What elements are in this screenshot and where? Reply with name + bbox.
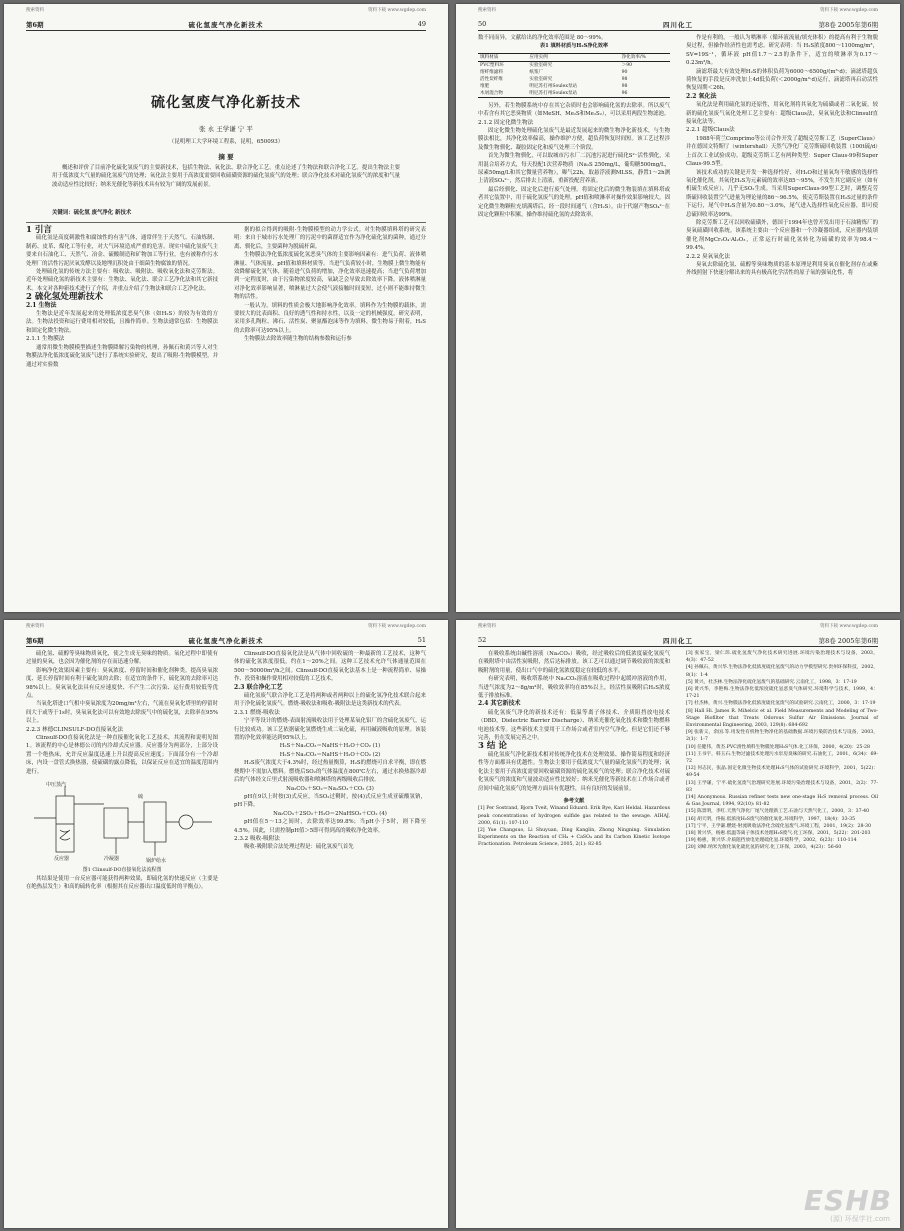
paragraph: 宁平等设计的燃烧-表面射流吸收法用于处理某氧化铝厂的含硫化氢废气，运行比较成功。该工艺依据硫化氢燃烧生成二氧化硫，再用碱液吸收的原理。该装置的净化效率能达到95%以上。: [234, 718, 426, 742]
equation: H₂S＋Na₂CO₃＝NaHS＋H₂O＋CO₂ (1): [279, 743, 381, 750]
issue-label: 第6期: [26, 637, 44, 645]
reference-item: [7] 杜杰林，黄兴.生物膜法净化低浓度硫化氢废气的试验研究.云南化工，2000，3：17-19: [686, 701, 876, 707]
table-row: 木屑混合物 明尼苏打州Soulex泵站 96: [478, 90, 670, 98]
column-right: [234, 650, 426, 852]
section-heading: 2 硫化氢处理新技术: [26, 292, 103, 303]
paragraph: 影响净化效果因素主要有：臭氧浓度、停留时间和催化剂种类。提高臭氧浓度、延长停留时间有利于硫化氢的去除；在适宜的条件下，硫化氢的去除率可达98%以上。臭氧氧化法具有反应速度快、不产生二次污染、运行费用较低等优点。: [26, 667, 218, 700]
paragraph: 生物膜法净化低浓度硫化氢恶臭气体的主要影响因素有：进气负荷、液体喷淋量、气体流量、pH值和填料材质等。当进气负荷较小时，生物膜上微生物能有效降解硫化氢气体，随着进气负荷的增加，净化效率迅速提高；当进气负荷增加到一定程度时，由于污染物浓度较高，氧缺乏会导致去除效率下降。液体喷淋量对净化效率影响显著，喷淋量过大会使气液接触时间变短，过小则不能维持微生物的活性。: [234, 252, 426, 301]
subsubsection-heading: 2.1.2 固定化微生物法: [478, 119, 534, 126]
paragraph: 在吸收系统由碱性溶液（Na₂CO₃）吸收，经过吸收后的低浓度硫化氢废气在吸附塔中由活性炭吸附，然后达标排放。该工艺可以通过调节吸收液的浓度和吸附剂的用量，使出口气中的硫化氢浓度稳定在较低的水平。: [478, 651, 670, 674]
reference-item: [2] Yue Changsuo, Li Shuyuan, Ding Kanglin, Zhong Ningning. Simulation Experiments on the Reaction of CH₄ + CaSO₄ and Its Carbon Kinetic Isotope Fractionation. Petroleum Science, 2005, 2(1): 82-85: [478, 827, 670, 848]
issue-label: 第8卷 2005年第6期: [818, 637, 878, 645]
page-number: 50: [478, 20, 487, 28]
figure-label: 反应器: [54, 856, 70, 863]
paragraph: 通常用微生物膜模型描述生物膜降解污染物的机理，孙佩石和黄兴等人对生物膜法净化低浓度硫化氢废气进行了系统实验研究，提出了吸附-生物膜模型，并通过对实验数: [26, 344, 218, 368]
reference-item: [13] 王学谦，宁平.硫化氢废气治理研究进展.环境污染治理技术与设备，2001，2(2)：77-83: [686, 780, 878, 793]
paragraph: 除克劳斯工艺可以回收硫磺外，德国于1994年也曾开发出用于石油精炼厂的臭氧硫磺回收系统。该系统主要由一个反应器和一个冷凝器组成，反应器内装填催化剂MgCr₂O₄·Al₂O₃，正常运行时硫化氢转化为硫磺的效率为98.4～99.4%。: [686, 219, 878, 252]
page-number: 49: [417, 20, 426, 28]
paragraph: 另外，若生物膜系统中存在其它杂质时也会影响硫化氢的去除率。所以废气中若含有其它恶臭物质（如MeSH、Me₂S和Me₂S₂），可以采用两段生物滤池。: [478, 102, 670, 118]
table-header: 应用实例: [527, 53, 619, 61]
reference-item: [18] 黄兴华，杨惠.低温等离子体技术处理H₂S废气.化工环保，2001，5(22)：201-203: [686, 831, 871, 837]
page-number: 52: [478, 636, 487, 644]
subsubsection-heading: 2.2.1 超级Claus法: [686, 127, 735, 134]
reference-item: [20] 刘峰.纳米光催化氧化硫化氢的研究.化工环保，2003，4(23)：56-60: [686, 845, 842, 851]
table-row: 堆肥 明尼苏打州Soulex泵站 98: [480, 83, 628, 89]
site-header: [456, 620, 900, 631]
reference-item: [11] 王书宇，韩玉石.生物过滤技术处理污水泵房臭味的研究.石油化工，2001，6(34)：69-72: [686, 751, 878, 765]
paragraph: Clinsulf-DO直接氧化法是从气体中回收硫的一种最新的工艺技术，这种气体的硫化氢浓度很低，约在1～20%之间。这种工艺技术允许气体通量范围在500～50000m³/h之间。Clinsulf-DO直接氧化法基本上是一种流程简单、易操作、投资和操作费用相对较低的工艺技术。: [234, 651, 426, 683]
issue-label: 第8卷 2005年第6期: [818, 21, 878, 29]
reference-item: [12] 何志民，张晶.固定化微生物技术处理H₂S气体的试验研究.环境科学，2001，5(22)：49-54: [686, 766, 878, 779]
running-header: [26, 20, 426, 31]
subsection-heading: 2.4 其它新技术: [478, 700, 521, 708]
site-right[interactable]: 资料下载 www.wgdep.com: [368, 8, 426, 13]
figure-caption: 图1 Clinsulf-DO直接氧化法流程图: [82, 867, 162, 874]
reference-item: [16] 胡天明，佟振.低浓度H₂S废气的催化氧化.环境科学，1997，18(4)：33-35: [686, 816, 856, 822]
paragraph: 氧化法是利用硫化氢的还原性，用氧化剂将其氧化为硫磺或者二氧化硫。较新的硫化氢废气氧化处理工艺主要有：超级Claus法，臭氧氧化法和Clinsulf直接氧化法等。: [686, 102, 878, 126]
references-right: [686, 650, 878, 852]
page-51: [4, 620, 448, 1228]
abstract-heading: 摘 要: [218, 153, 234, 161]
column-left: [478, 650, 670, 849]
paragraph: 该技术成功的关键是开发一种选择性好、对H₂O和过量氧均不敏感的选择性氧化催化剂，其氧化H₂S为元素硫的效率达85～95%，不发生其它副反应（如有机硫生成反应），几乎无SO₂生成。当采用SuperClaus-99型工艺时，调整克劳斯硫回收装置空气进量为理论量的86～96.5%，使克劳斯装置在H₂S过量的条件下运行，尾气中H₂S含量为0.80～3.0%，尾气进入选择性氧化反应器，即可使总硫回收率达99%。: [686, 169, 878, 218]
reference-item: [19] 杨惠，黄兴华.介质阻挡放电处理硫化氢.环境科学，2002，6(23)：110-114: [686, 838, 857, 844]
site-left: 搜索资料: [26, 8, 44, 13]
issue-label: 第6期: [26, 21, 44, 29]
paragraph: 硫化氢废气净化新技术相对传统净化技术在处理效果、操作简易程度和经济性等方面都具有优越性。生物法主要用于低浓度大气量的硫化氢废气的处理；氧化法主要用于高浓度需要回收硫磺资源的硫化氢废气的处理；联合净化技术对硫化氢废气的浓度和气量波动适应性比较好；纳米光催化等新技术在工作场合或者房间中硫化氢废气的处理方面具有优越性，具有良好的发展前景。: [478, 751, 670, 792]
paragraph: pH在9以上时按(3)式反应，当SO₂过剩时，按(4)式反应生成亚硫酸氢钠，pH下降。: [234, 793, 426, 809]
reference-item: [14] Anonymous. Russian refiner tests new one-stage H₂S removal process. Oil & Gas Journal, 1994, 92(10): 81-82: [686, 795, 878, 808]
page-49: [4, 4, 448, 612]
separator-shape: [179, 815, 193, 829]
running-header: [478, 20, 878, 31]
watermark-text: (源) 环保学社.com: [830, 1215, 890, 1223]
equation: Na₂CO₃＋2SO₂＋H₂O＝2NaHSO₃＋CO₂ (4): [273, 810, 387, 817]
figure-label: 中压蒸汽: [46, 782, 67, 789]
journal-name: 四川化工: [663, 21, 693, 29]
column-left: [26, 650, 218, 891]
reference-item: [15] 陈景明，李红.天然气净化厂尾气处理新工艺.石油与天然气化工，2000，3：37-40: [686, 809, 870, 815]
reference-item: [17] 宁平，王学谦.燃烧-射流吸收法净化含硫化氢废气.环境工程，2001，19(2)：28-30: [686, 823, 871, 829]
figure-label: 锅炉给水: [146, 858, 167, 865]
reference-item: [8] Hall Hi. James R. Mihelcic et al. Field Measurements and Modeling of Two-Stage Biofilter that Treats Odorous Sulfur Air Emissions. Journal of Environmental Engineering, 2003, 129(8): 684-692: [686, 708, 878, 729]
running-header: [26, 636, 426, 647]
section-heading: 1 引言: [26, 225, 52, 235]
journal-name: 四川化工: [663, 637, 693, 645]
subsubsection-heading: 2.1.1 生物膜法: [26, 336, 65, 343]
paragraph: 滴滤塔最大有效处理H₂S的体积负荷为6000～6500g/(m³·d)；滴滤塔超负荷恢复的手段是反冲洗加上4d低负荷(＜2000g/m³·d)运行，滴滤塔再启动活性恢复周期＜26h。: [686, 68, 878, 92]
reference-item: [5] 黄兴，杜杰林.生物法净化硫化氢废气的基础研究.云南化工，1998，3：17-19: [686, 679, 857, 685]
subsubsection-heading: 2.2.3 林德CLINSULF-DO直接氧化法: [26, 726, 124, 733]
table-1: [478, 53, 670, 98]
paragraph: 其结果是使用一台反应器可能获得两种效果，即硫化氢的快速反应（主要是在绝热层发生）和高的硫转化率（根据其在反应器出口温度低时的平衡点）。: [26, 875, 218, 890]
column-right: [686, 34, 878, 278]
reference-item: [10] 任健伟，黄杰.PVC滑性填料生物膜处理H₂S气体.化工环保，2000，4(20)：25-28: [686, 744, 870, 750]
subsection-heading: 2.3 联合净化工艺: [234, 683, 283, 691]
paragraph: 臭氧去除硫化氢、硫醇等臭味物质的基本原理是利用臭氧在催化剂存在或紫外线照射下快速分解出来的具有极高化学活性的原子氧的强氧化性，将: [686, 261, 878, 277]
paragraph: 数不同而异，文献给出的净化效率范围是 80～99%。: [478, 35, 607, 41]
keywords: 关键词：硫化氢 废气净化 新技术: [52, 210, 132, 216]
site-left: 搜索资料: [26, 624, 44, 629]
authors: 张 永 王学谦 宁 平: [199, 125, 253, 133]
paragraph: 硫化氢是高度刺激性和腐蚀性的有害气体，通常伴生于天然气、石油炼制、制药、皮革、煤化工等行业，对大气环境造成严重的危害。现实中硫化氢废气主要来自石油化工、天然气、冶金、硫酸制造和矿物加工等行业，也有被称作污水处理厂的活性污泥厌氧发酵以及地埋沉积处由于细菌生物腐蚀的情况。: [26, 235, 218, 267]
page-number: 51: [417, 636, 426, 644]
boiler-shape: [144, 802, 166, 842]
subsubsection-heading: 2.3.1 燃烧-吸收法: [234, 709, 280, 716]
site-right[interactable]: 资料下载 www.wgdep.com: [368, 624, 426, 629]
paragraph: 硫化氢废气联合净化工艺是将两种或者两种以上的硫化氢净化技术联合起来用于净化硫化氢废气。燃烧-吸收法和吸收-吸附法是这类新技术的代表。: [234, 693, 426, 708]
paragraph: 生物膜法去除效率随生物的结构参数和运行参: [244, 336, 352, 343]
reference-item: [1] Per Sostrand, Bjorn Tveit, Winand Eduard. Erik Bye, Kari Heldal. Hazardous peak concentrations of hydrogen sulfide gas related to the sewage. AIHAJ, 2000, 61(1): 107-110: [478, 806, 670, 826]
table-header: 填料材质: [478, 53, 527, 61]
condenser-shape: [104, 808, 128, 838]
subsubsection-heading: 2.2.2 臭氧氧化法: [686, 253, 730, 260]
site-header: [4, 4, 448, 15]
table-caption: 表1 填料材质与H₂S净化效率: [539, 43, 609, 50]
running-header: [478, 636, 878, 647]
page-50: [456, 4, 900, 612]
site-header: [456, 4, 900, 15]
references-heading: 参考文献: [563, 797, 585, 804]
paragraph: 首先为微生物驯化，可以取城市污水厂二沉池污泥进行硫化S²⁻活性驯化，采用混合培养方式，每天投配1次营养物质（Na₂S 250mg/L，葡萄糖500mg/L，尿素50mg/L和其它微量营养物），曝气22h，取悬浮液测MLSS，静置1～2h测上清液SO₄²⁻，然后排去上清液，重新投配营养液。: [478, 153, 670, 185]
abstract: [52, 164, 400, 189]
paragraph: 生物法是近年发展起来的处理低浓度恶臭气体（如H₂S）的较为有效的方法。生物法投资和运行费用相对较低，且操作简单。生物法通常包括：生物膜法和固定化微生物法。: [26, 311, 218, 334]
figure-label: 硫: [138, 794, 144, 801]
process-flow-diagram-icon: [26, 778, 218, 864]
paragraph: 据的拟合得到的吸附-生物膜模型的动力学公式。对生物膜填料塔的研究表明：来自于城市污水处理厂的污泥中的菌群适宜作为净化硫化氢的菌种，通过分离、驯化后，主要菌种为脱硫杆菌。: [234, 227, 426, 250]
paragraph: 硫化氢、硫醇等臭味物质氧化，使之生成无臭味的物质。氧化过程中即使有过量的臭氧，也会因为催化剂的存在而迅速分解。: [26, 651, 218, 666]
column-left: [26, 226, 218, 369]
watermark-logo: ESHB: [803, 1184, 892, 1217]
paragraph: 处理硫化氢的传统方法主要有：吸收法、吸附法、吸收氧化法和克劳斯法。近年处理硫化氢的新技术主要有：生物法、氧化法、联合工艺净化法和其它新技术。本文对各种新技术进行了介绍，并重点介绍了生物法和联合工艺净化法。: [26, 269, 218, 292]
article-title: 硫化氢废气净化新技术: [151, 95, 301, 111]
table-row: 熔纤维滤料 纸浆厂 90: [480, 69, 628, 75]
divider: [26, 222, 426, 223]
site-right[interactable]: 资料下载 www.wgdep.com: [820, 8, 878, 13]
running-title: 硫化氢废气净化新技术: [188, 637, 264, 645]
figure-label: 冷凝器: [104, 856, 120, 863]
paragraph: 1988年荷兰Comprimo等公司合作开发了超级克劳斯工艺（SuperClaus）并在德国文特斯厅（wintershall）天然气净化厂克劳斯硫回收装置（100t硫/d）上首次工业试验成功。超级克劳斯工艺有两种类型：Super Claus-99和Super Claus-99.5型。: [686, 135, 878, 168]
page-52: [456, 620, 900, 1228]
paragraph: Clinsulf-DO直接氧化法是一种直接催化氧化工艺技术，其流程和说明见图1。该流程的中心是林德公司的内冷却式反应器。反应器分为两部分，上部分设置一个绝热床，允许反应温度迅速上升以提高反应速度；下面部分有一个冷却床，内设一盘管式换热器，使硫磺的露点降低，以保证反应在适宜的温度范围内进行。: [26, 735, 218, 775]
site-header: [4, 620, 448, 631]
equation: Na₂CO₃＋SO₂＝Na₂SO₃＋CO₂ (3): [286, 785, 374, 792]
figure-1: [26, 778, 218, 864]
paragraph: pH值在5～13之间时，去除效率达99.8%；当pH小于5时，则下降至4.5%。因此，只需控制pH值＞5即可得到高的吸收净化效率。: [234, 819, 426, 834]
reference-item: [3] 张家宝，梁仁玮.硫化氢废气净化技术研究进展.环境污染治理技术与设备，2003，4(3)：47-52: [686, 651, 878, 664]
site-left: 搜索资料: [478, 624, 496, 629]
paragraph: 一般认为，填料的性质会极大地影响净化效率。填料作为生物膜的载体，需要较大的比表面积、良好的透气性和持水性，以及一定的机械强度。研究表明，采用多孔陶粒、沸石、活性炭、聚氨酯泡沫等作为填料，微生物易于附着，H₂S的去除率可达95%以上。: [234, 302, 426, 334]
paragraph: 最后经驯化、固定化后进行废气处理。将固定化后的微生物装填在填料塔或者其它装置中，用于硫化氢废气的处理。pH值和喷淋率对操作效果影响较大。固定化微生物颗粒充填满塔后，经一段时间通气（含H₂S），由于代谢产物SO₄²⁻在固定化颗粒中积累，操作维持硫化氢的去除效率。: [478, 186, 670, 219]
paragraph: 固定化微生物处理硫化氢废气是最近发展起来的微生物净化新技术，与生物膜法相比，其净化效率偏高，操作维护方便，超负荷恢复时间短。该工艺过程涉及微生物驯化、凝胶固定化和废气处理三个阶段。: [478, 128, 670, 151]
site-right[interactable]: 资料下载 www.wgdep.com: [820, 624, 878, 629]
references-left: [478, 805, 670, 848]
subsubsection-heading: 2.3.2 吸收-吸附法: [234, 835, 280, 842]
reference-item: [6] 黄兴华，李艳梅.生物法净化低浓度硫化氢恶臭气体研究.环境科学与技术，1999，4：17-21: [686, 687, 878, 700]
subsection-heading: 2.2 氧化法: [686, 92, 717, 100]
paragraph: 当氧化塔进口气相中臭氧浓度为20mg/m³左右，气流在臭氧化塔里的停留时间大于或等于1s时，臭氧氧化法可以有效地去除废气中的硫化氢，去除率在95%以上。: [26, 701, 218, 725]
section-heading: 3 结 论: [478, 741, 507, 752]
subsection-heading: 2.1 生物法: [26, 301, 57, 309]
reference-item: [9] 张新义，余国.等.用发性有机物生物净化的基础数据.环境污染防治技术与设备，2003，2(1)：1-7: [686, 730, 878, 743]
paragraph: 作是有利的。一般认为喷淋率（循环液流量/填充体积）的提高有利于生物脱臭过程，但操作经济性也需考虑。研究表明：当 H₂S浓度800～1100mg/m³，SV=19S⁻¹，循环液 pH值1.7～2.5的条件下，适宜的喷淋率为0.17～0.23m³/h。: [686, 35, 878, 67]
table-header: 净化效率/%: [620, 53, 670, 61]
reference-item: [4] 孙佩石，黄兴华.生物法净化低浓度硫化氢废气的动力学模型研究.贵州环保科技，2002，8(1)：1-4: [686, 665, 878, 678]
paragraph: 吸收-吸附联合法处理过程是：硫化氢废气首先: [244, 844, 354, 851]
watermark: [778, 1184, 898, 1224]
paragraph: 有研究表明，吸收塔系统中 Na₂CO₃溶液在吸收过程中起缓冲溶液的作用，当进气浓度为2～8g/m³时，吸收效率均在85%以上，经活性炭吸附后H₂S浓度低于排放标准。: [478, 676, 670, 700]
running-title: 硫化氢废气净化新技术: [188, 21, 264, 29]
column-left: [478, 34, 670, 220]
paragraph: H₂S废气浓度大于4.3%时，经过热量衡算，H₂S的燃烧可自求平衡，即在燃烧期中不需加入燃料。燃烧后SO₂的气体温度在800℃左右，通过水换热器冷却后的气体经文丘里式射流吸收器和喷淋塔的两级吸收后排放。: [234, 760, 426, 784]
equation: H₂S＋Na₂CO₃＝NaHS＋H₂O＋CO₂ (2): [279, 751, 381, 758]
site-left: 搜索资料: [478, 8, 496, 13]
column-right: [234, 226, 426, 344]
affiliation: （昆明理工大学环境工程系，昆明，650093）: [168, 139, 284, 145]
table-row: PVC塑料环 实验室研究 ＞90: [480, 62, 633, 68]
table-row: 活性炭纤维 实验室研究 98: [480, 76, 628, 82]
paragraph: 硫化氢废气净化的新技术还有：低温等离子体技术、介质阻挡放电技术（DBD，Dielectric Barrier Discharge）、纳米光催化氧化技术和微生物燃料电池技术等。这些新技术主要用于工作场合或者室内空气净化，但是它们还不够完善，仍在发展完善之中。: [478, 709, 670, 742]
abstract-text: 概述和评价了目前净化硫化氢废气的主要新技术，包括生物法、氧化法、联合净化工艺。重点论述了生物法和联合净化工艺。提出生物法主要用于低浓度大气量的硫化氢废气的处理；氧化法主要用于高浓度需要回收硫磺资源的硫化氢废气的处理；联合净化技术对硫化氢废气的浓度和气量波动适应性比较好；纳米光催化等新技术具有较为广阔的发展前景。: [52, 165, 400, 188]
